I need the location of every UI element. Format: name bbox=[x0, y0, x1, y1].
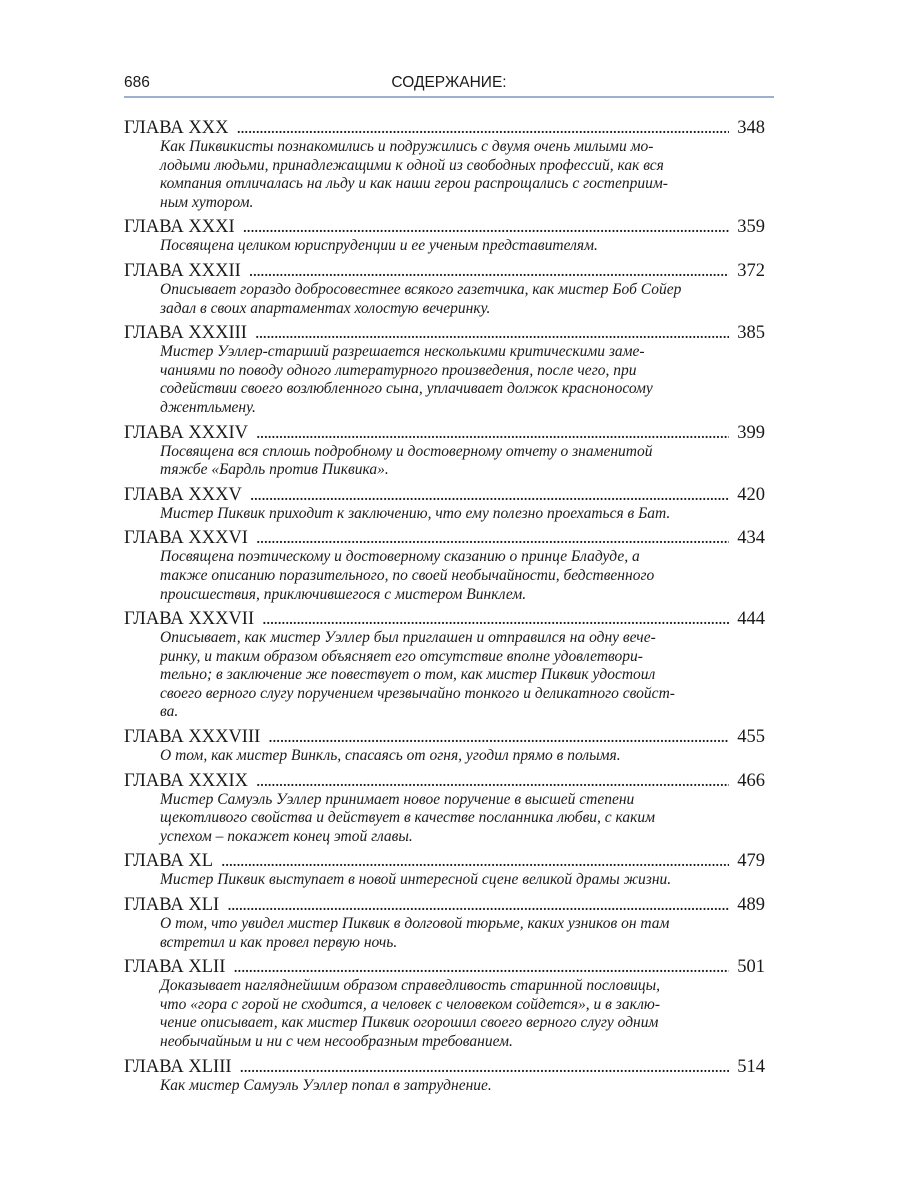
chapter-title: ГЛАВА XXXVIII bbox=[124, 727, 261, 748]
chapter-page-number: 466 bbox=[737, 770, 765, 791]
chapter-line bbox=[124, 484, 765, 505]
summary-line: что «гора с горой не сходится, а человек с человеком сойдется», и в заклю- bbox=[160, 995, 660, 1013]
summary-line: Доказывает нагляднейшим образом справедливость старинной пословицы, bbox=[160, 977, 661, 995]
chapter-summary bbox=[160, 505, 765, 524]
summary-line: лодыми людьми, принадлежащими к одной из свободных профессий, как вся bbox=[160, 156, 664, 174]
summary-line: тельно; в заключение же повествует о том, как мистер Пиквик удостоил bbox=[160, 666, 656, 684]
summary-line: ринку, и таким образом объясняет его отсутствие вполне удовлетвори- bbox=[160, 647, 643, 665]
chapter-page-number: 372 bbox=[737, 260, 765, 281]
dot-leader bbox=[256, 770, 729, 791]
chapter-title: ГЛАВА XXXI bbox=[124, 217, 235, 238]
toc-entry bbox=[124, 770, 765, 847]
chapter-summary bbox=[160, 443, 765, 480]
dot-leader bbox=[255, 322, 729, 343]
chapter-summary bbox=[160, 791, 765, 847]
table-of-contents bbox=[124, 117, 765, 1099]
chapter-summary bbox=[160, 747, 765, 766]
dot-leader bbox=[227, 894, 729, 915]
toc-entry bbox=[124, 260, 765, 318]
summary-line: Описывает гораздо добросовестнее всякого газетчика, как мистер Боб Сойер bbox=[160, 280, 682, 298]
chapter-title: ГЛАВА XXXVI bbox=[124, 528, 248, 549]
chapter-page-number: 348 bbox=[737, 118, 765, 138]
page-number: 686 bbox=[124, 74, 150, 91]
summary-line: успехом – покажет конец этой главы. bbox=[160, 827, 413, 845]
summary-line: Как Пиквикисты познакомились и подружились с двумя очень милыми мо- bbox=[160, 138, 654, 155]
toc-entry bbox=[124, 608, 765, 722]
chapter-title: ГЛАВА XL bbox=[124, 851, 214, 872]
toc-entry bbox=[124, 216, 765, 256]
toc-entry bbox=[124, 956, 765, 1051]
dot-leader bbox=[236, 117, 729, 138]
chapter-page-number: 420 bbox=[737, 484, 765, 505]
summary-line: содействии своего возлюбленного сына, уплачивает должок красноносому bbox=[160, 380, 653, 398]
summary-line: Описывает, как мистер Уэллер был приглашен и отправился на одну вече- bbox=[160, 629, 656, 647]
chapter-line bbox=[124, 850, 765, 871]
summary-line: Мистер Самуэль Уэллер принимает новое поручение в высшей степени bbox=[160, 790, 635, 808]
chapter-title: ГЛАВА XXXII bbox=[124, 260, 241, 281]
chapter-page-number: 489 bbox=[737, 895, 765, 916]
chapter-page-number: 514 bbox=[737, 1056, 765, 1077]
header-rule bbox=[124, 96, 774, 98]
summary-line: ным хутором. bbox=[160, 193, 254, 211]
summary-line: тяжбе «Бардль против Пиквика». bbox=[160, 461, 389, 479]
chapter-page-number: 479 bbox=[737, 851, 765, 872]
chapter-title: ГЛАВА XLI bbox=[124, 895, 220, 916]
summary-line: происшествия, приключившегося с мистером Винклем. bbox=[160, 585, 527, 603]
summary-line: Мистер Уэллер-старший разрешается несколькими критическими заме- bbox=[160, 343, 645, 361]
chapter-page-number: 455 bbox=[737, 727, 765, 748]
chapter-page-number: 359 bbox=[737, 217, 765, 238]
chapter-line bbox=[124, 216, 765, 237]
summary-line: О том, как мистер Винкль, спасаясь от огня, угодил прямо в полымя. bbox=[160, 747, 621, 765]
toc-entry bbox=[124, 117, 765, 212]
running-head bbox=[124, 74, 774, 96]
chapter-summary bbox=[160, 915, 765, 952]
chapter-title: ГЛАВА XXXV bbox=[124, 484, 242, 505]
chapter-page-number: 385 bbox=[737, 323, 765, 344]
summary-line: встретил и как провел первую ночь. bbox=[160, 933, 398, 951]
chapter-title: ГЛАВА XXXIX bbox=[124, 770, 248, 791]
toc-entry bbox=[124, 322, 765, 417]
chapter-title: ГЛАВА XXX bbox=[124, 118, 229, 138]
page-title: СОДЕРЖАНИЕ: bbox=[391, 74, 507, 91]
chapter-page-number: 444 bbox=[737, 609, 765, 630]
chapter-line bbox=[124, 527, 765, 548]
summary-line: щекотливого свойства и действует в качестве посланника любви, с каким bbox=[160, 809, 656, 827]
toc-entry bbox=[124, 850, 765, 890]
chapter-page-number: 501 bbox=[737, 957, 765, 978]
dot-leader bbox=[256, 527, 729, 548]
chapter-title: ГЛАВА XXXIV bbox=[124, 422, 248, 443]
summary-line: О том, что увидел мистер Пиквик в долговой тюрьме, каких узников он там bbox=[160, 915, 670, 933]
chapter-summary bbox=[160, 548, 765, 604]
dot-leader bbox=[268, 726, 729, 747]
dot-leader bbox=[250, 484, 729, 505]
summary-line: Посвящена целиком юриспруденции и ее ученым представителям. bbox=[160, 237, 598, 255]
chapter-page-number: 434 bbox=[737, 528, 765, 549]
chapter-line bbox=[124, 117, 765, 138]
dot-leader bbox=[256, 422, 729, 443]
summary-line: Посвящена поэтическому и достоверному сказанию о принце Бладуде, а bbox=[160, 548, 640, 566]
dot-leader bbox=[221, 850, 729, 871]
summary-line: необычайным и ни с чем несообразным требованием. bbox=[160, 1033, 513, 1050]
chapter-line bbox=[124, 894, 765, 915]
chapter-page-number: 399 bbox=[737, 422, 765, 443]
dot-leader bbox=[240, 1056, 730, 1077]
dot-leader bbox=[262, 608, 729, 629]
chapter-title: ГЛАВА XLII bbox=[124, 957, 226, 978]
summary-line: ва. bbox=[160, 703, 179, 721]
chapter-line bbox=[124, 726, 765, 747]
chapter-line bbox=[124, 608, 765, 629]
toc-entry bbox=[124, 1056, 765, 1096]
summary-line: Мистер Пиквик выступает в новой интересной сцене великой драмы жизни. bbox=[160, 871, 672, 889]
chapter-summary bbox=[160, 281, 765, 318]
chapter-title: ГЛАВА XXXVII bbox=[124, 609, 255, 630]
chapter-summary bbox=[160, 237, 765, 256]
dot-leader bbox=[233, 956, 729, 977]
chapter-line bbox=[124, 422, 765, 443]
chapter-summary bbox=[160, 343, 765, 417]
chapter-title: ГЛАВА XXXIII bbox=[124, 323, 247, 344]
summary-line: задал в своих апартаментах холостую вечеринку. bbox=[160, 299, 491, 317]
dot-leader bbox=[243, 216, 730, 237]
summary-line: Как мистер Самуэль Уэллер попал в затруднение. bbox=[160, 1076, 492, 1094]
toc-entry bbox=[124, 527, 765, 604]
chapter-summary bbox=[160, 871, 765, 890]
chapter-summary bbox=[160, 977, 765, 1051]
chapter-summary bbox=[160, 629, 765, 722]
toc-entry bbox=[124, 422, 765, 480]
summary-line: чение описывает, как мистер Пиквик огорошил своего верного слугу одним bbox=[160, 1014, 659, 1032]
chapter-line bbox=[124, 770, 765, 791]
chapter-summary bbox=[160, 138, 765, 212]
chapter-line bbox=[124, 956, 765, 977]
summary-line: Мистер Пиквик приходит к заключению, что ему полезно проехаться в Бат. bbox=[160, 504, 671, 522]
summary-line: компания отличалась на льду и как наши герои распрощались с гостеприим- bbox=[160, 175, 668, 193]
summary-line: Посвящена вся сплошь подробному и достоверному отчету о знаменитой bbox=[160, 442, 653, 460]
toc-entry bbox=[124, 484, 765, 524]
chapter-line bbox=[124, 1056, 765, 1077]
chapter-title: ГЛАВА XLIII bbox=[124, 1056, 232, 1077]
summary-line: также описанию поразительного, по своей необычайности, бедственного bbox=[160, 566, 655, 584]
dot-leader bbox=[249, 260, 729, 281]
chapter-line bbox=[124, 322, 765, 343]
summary-line: чаниями по поводу одного литературного произведения, после чего, при bbox=[160, 361, 637, 379]
toc-entry bbox=[124, 726, 765, 766]
chapter-summary bbox=[160, 1077, 765, 1096]
chapter-line bbox=[124, 260, 765, 281]
toc-entry bbox=[124, 894, 765, 952]
summary-line: джентльмену. bbox=[160, 398, 256, 416]
summary-line: своего верного слугу поручением чрезвычайно тонкого и деликатного свойст- bbox=[160, 684, 675, 702]
